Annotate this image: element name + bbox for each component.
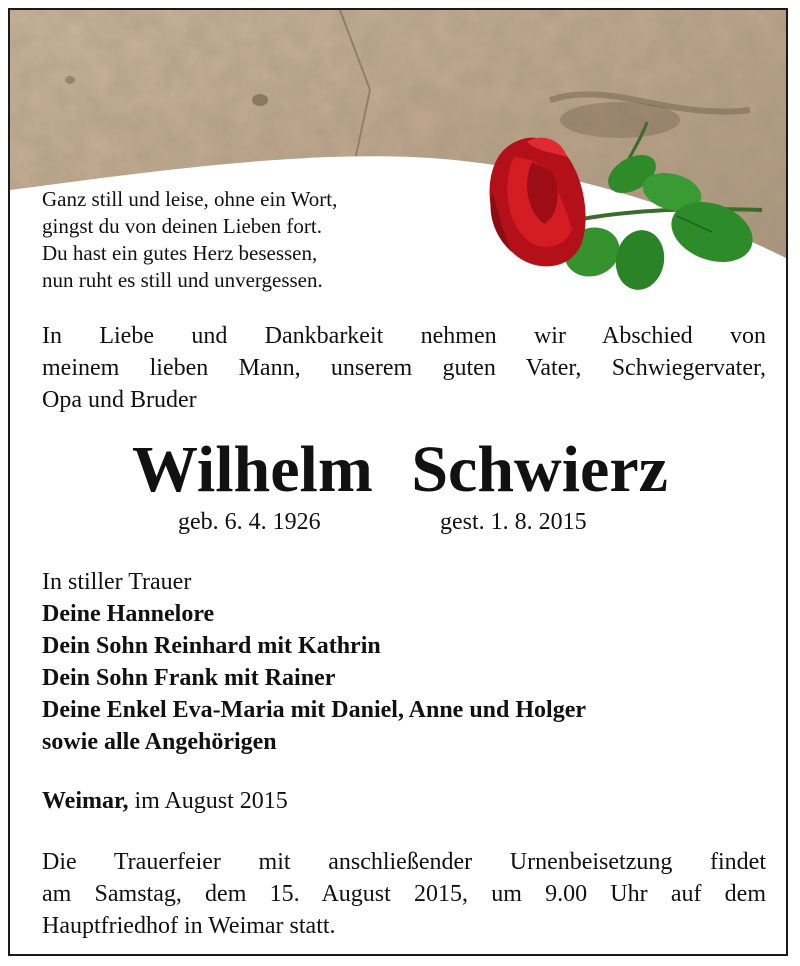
intro-text — [42, 320, 766, 416]
place-date — [42, 786, 288, 816]
poem-line: Du hast ein gutes Herz besessen, — [42, 241, 318, 265]
intro-line: In Liebe und Dankbarkeit nehmen wir Abschied von — [42, 323, 766, 349]
poem-line: nun ruht es still und unvergessen. — [42, 268, 323, 292]
obituary-frame — [8, 8, 788, 956]
mourners-section — [42, 566, 586, 758]
intro-line: meinem lieben Mann, unserem guten Vater, Schwiegervater, — [42, 355, 766, 381]
intro-line: Opa und Bruder — [42, 387, 197, 413]
death-date: gest. 1. 8. 2015 — [440, 509, 587, 535]
funeral-line: am Samstag, dem 15. August 2015, um 9.00 Uhr auf dem — [42, 881, 766, 907]
mourners-heading: In stiller Trauer — [42, 569, 192, 595]
poem — [42, 186, 337, 294]
funeral-line: Hauptfriedhof in Weimar statt. — [42, 913, 336, 939]
mourner-line: Deine Enkel Eva-Maria mit Daniel, Anne und Holger — [42, 697, 587, 723]
mourner-line: Dein Sohn Frank mit Rainer — [42, 665, 336, 691]
place-city: Weimar, — [42, 788, 129, 814]
red-rose-image — [472, 112, 772, 302]
birth-date: geb. 6. 4. 1926 — [178, 509, 321, 535]
mourner-line: Deine Hannelore — [42, 601, 215, 627]
funeral-info — [42, 846, 766, 942]
mourner-line: Dein Sohn Reinhard mit Kathrin — [42, 633, 381, 659]
deceased-name: Wilhelm Schwierz — [132, 433, 668, 506]
poem-line: Ganz still und leise, ohne ein Wort, — [42, 187, 338, 211]
funeral-line: Die Trauerfeier mit anschließender Urnenbeisetzung findet — [42, 849, 766, 875]
mourner-line: sowie alle Angehörigen — [42, 729, 277, 755]
poem-line: gingst du von deinen Lieben fort. — [42, 214, 322, 238]
place-month: im August 2015 — [134, 788, 288, 814]
